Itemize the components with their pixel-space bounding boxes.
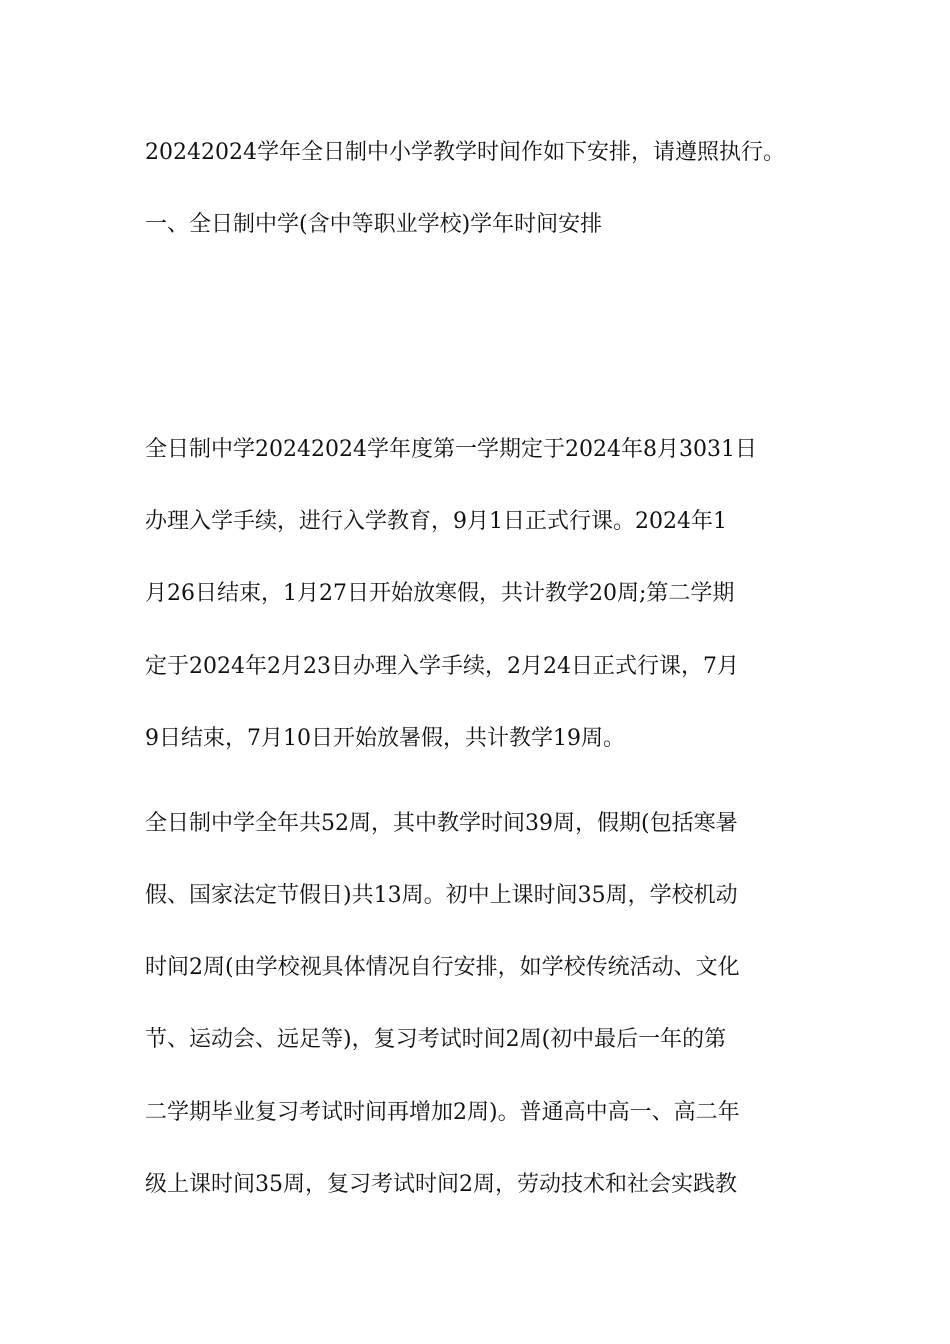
section-heading: 一、全日制中学(含中等职业学校)学年时间安排 bbox=[145, 212, 603, 237]
paragraph-2-line: 节、运动会、远足等)，复习考试时间2周(初中最后一年的第 bbox=[145, 1027, 727, 1052]
paragraph-1-line: 9日结束，7月10日开始放暑假，共计教学19周。 bbox=[145, 726, 625, 751]
paragraph-2-line: 二学期毕业复习考试时间再增加2周)。普通高中高一、高二年 bbox=[145, 1100, 740, 1125]
paragraph-2-line: 级上课时间35周，复习考试时间2周，劳动技术和社会实践教 bbox=[145, 1172, 737, 1197]
paragraph-2-line: 假、国家法定节假日)共13周。初中上课时间35周，学校机动 bbox=[145, 883, 738, 908]
paragraph-2-line: 全日制中学全年共52周，其中教学时间39周，假期(包括寒暑 bbox=[145, 811, 738, 836]
paragraph-2-line: 时间2周(由学校视具体情况自行安排，如学校传统活动、文化 bbox=[145, 955, 740, 980]
paragraph-1-line: 全日制中学20242024学年度第一学期定于2024年8月3031日 bbox=[145, 437, 757, 462]
intro-line: 20242024学年全日制中小学教学时间作如下安排，请遵照执行。 bbox=[145, 140, 785, 165]
paragraph-1-line: 定于2024年2月23日办理入学手续，2月24日正式行课，7月 bbox=[145, 654, 739, 679]
paragraph-1-line: 月26日结束，1月27日开始放寒假，共计教学20周;第二学期 bbox=[145, 581, 735, 606]
paragraph-1-line: 办理入学手续，进行入学教育，9月1日正式行课。2024年1 bbox=[145, 509, 727, 534]
